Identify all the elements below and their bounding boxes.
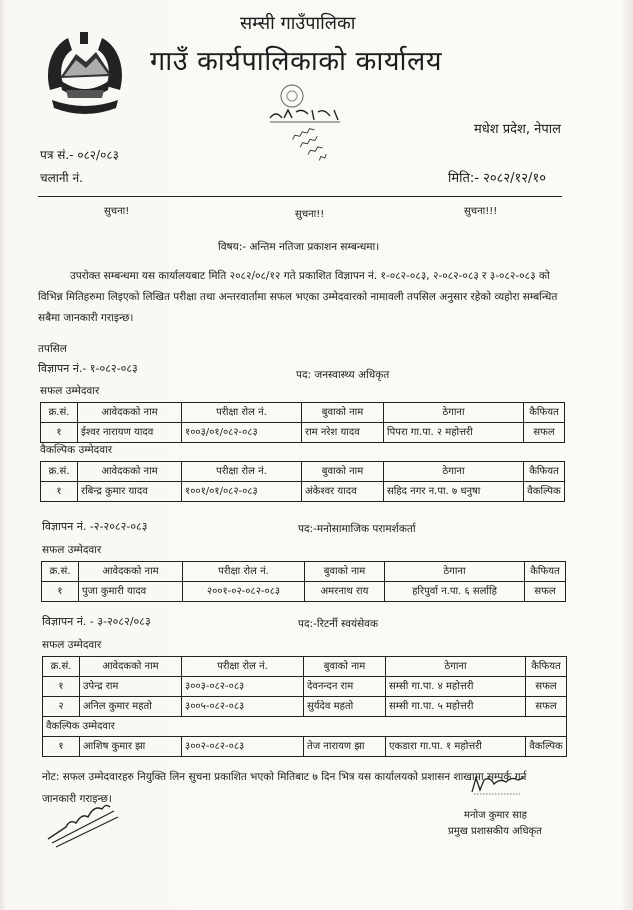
cell-applicant-name: आशिष कुमार झा [80, 737, 182, 757]
notice-heading-1: सुचना! [104, 206, 130, 217]
col-address: ठेगाना [384, 403, 524, 423]
letter-date: मिति:- २०८२/१२/१० [448, 171, 546, 186]
table-row [43, 677, 567, 697]
body-paragraph: उपरोक्त सम्बन्धमा यस कार्यालयबाट मिति २०८२/०८/१२ गते प्रकाशित विज्ञापन नं. १-०८२-०८३, २-०८२-०८३ र ३-०८२-०८३ को विभिन्न मितिहरुमा लिइएको लिखित परीक्षा तथा अन्तरवार्तामा सफल भएका उम्मेदवारको नामावली तपसिल अनुसार रहेको व्यहोरा सम्बन्धित सबैमा जानकारी गराइन्छ। [38, 270, 558, 324]
cell-roll-no: १००१/०१/०८२-०८३ [182, 482, 302, 502]
cell-sn: १ [42, 582, 79, 602]
successful-label-3: सफल उम्मेदवार [42, 639, 102, 651]
table-header-row [42, 562, 566, 582]
cell-sn: १ [41, 423, 78, 443]
cell-applicant-name: उपेन्द्र राम [80, 677, 182, 697]
col-applicant-name: आवेदकको नाम [80, 657, 182, 677]
cell-father-name: सुर्यदेव महतो [304, 697, 386, 717]
cell-remarks: सफल [524, 423, 565, 443]
municipality-name: सम्सी गाउँपालिका [240, 13, 356, 34]
cell-roll-no: ३००५-०८२-०८३ [182, 697, 304, 717]
signatory-name: मनोज कुमार साह [464, 810, 527, 821]
cell-applicant-name: पुजा कुमारी यादव [79, 582, 183, 602]
table-row [43, 737, 567, 757]
table-header-row [41, 403, 565, 423]
cell-sn: १ [43, 737, 80, 757]
table-header-row [41, 462, 565, 482]
official-stamp-icon [262, 84, 362, 172]
col-sn: क्र.सं. [41, 462, 78, 482]
col-sn: क्र.सं. [42, 562, 79, 582]
col-remarks: कैफियत [525, 562, 566, 582]
initial-signature-icon [44, 795, 124, 850]
province-label: मधेश प्रदेश, नेपाल [474, 122, 561, 137]
col-applicant-name: आवेदकको नाम [79, 562, 183, 582]
cell-remarks: सफल [525, 582, 566, 602]
alternate-label-1: वैकल्पिक उम्मेदवार [40, 444, 113, 456]
cell-address: सम्सी गा.पा. ४ महोत्तरी [386, 677, 526, 697]
col-remarks: कैफियत [524, 403, 565, 423]
results-table-3 [42, 656, 567, 757]
cell-address: हरिपुर्वा न.पा. ६ सर्लाहि [385, 582, 525, 602]
advertisement-number-1: विज्ञापन नं.- १-०८२-०८३ [38, 362, 138, 375]
cell-address: सहिद नगर न.पा. ७ धनुषा [384, 482, 524, 502]
notice-heading-3: सुचना!!! [464, 206, 498, 217]
details-label: तपसिल [38, 343, 67, 355]
post-title-3: पद:-रिटर्नी स्वयंसेवक [298, 618, 379, 630]
notice-heading-2: सुचना!! [295, 209, 325, 220]
cell-remarks: सफल [526, 697, 567, 717]
cell-father-name: राम नरेश यादव [302, 423, 384, 443]
officer-signature-icon [468, 772, 528, 798]
cell-father-name: देवनन्दन राम [304, 677, 386, 697]
table-row [41, 423, 565, 443]
cell-roll-no: ३००३-०८२-०८३ [182, 677, 304, 697]
col-applicant-name: आवेदकको नाम [78, 403, 182, 423]
cell-father-name: अंकेश्वर यादव [302, 482, 384, 502]
note-paragraph: नोट: सफल उम्मेदवारहरु नियुक्ति लिन सुचना प्रकाशित भएको मितिबाट ७ दिन भित्र यस कार्यालयको प्रशासन शाखामा सम्पर्क गर्न जानकारी गराइन्छ। [42, 771, 527, 805]
col-remarks: कैफियत [524, 462, 565, 482]
header-divider [38, 196, 562, 197]
post-title-2: पद:-मनोसामाजिक परामर्शकर्ता [298, 523, 416, 535]
post-title-1: पद: जनस्वास्थ्य अधिकृत [296, 369, 390, 381]
advertisement-number-2: विज्ञापन नं. -२-२०८२-०८३ [42, 520, 148, 533]
cell-address: पिपरा गा.पा. २ महोत्तरी [384, 423, 524, 443]
cell-remarks: वैकल्पिक [524, 482, 565, 502]
cell-address: सम्सी गा.पा. ५ महोत्तरी [386, 697, 526, 717]
table-row [43, 697, 567, 717]
col-sn: क्र.सं. [43, 657, 80, 677]
table-row [42, 582, 566, 602]
cell-remarks: वैकल्पिक [526, 737, 567, 757]
results-table-1 [40, 402, 565, 443]
col-remarks: कैफियत [526, 657, 567, 677]
cell-sn: १ [43, 677, 80, 697]
col-roll-no: परीक्षा रोल नं. [182, 403, 302, 423]
col-roll-no: परीक्षा रोल नं. [182, 657, 304, 677]
col-roll-no: परीक्षा रोल नं. [183, 562, 305, 582]
alternate-label-row [43, 717, 567, 737]
col-father-name: बुवाको नाम [305, 562, 385, 582]
subject-line: विषय:- अन्तिम नतिजा प्रकाशन सम्बन्धमा। [218, 241, 380, 253]
cell-remarks: सफल [526, 677, 567, 697]
col-sn: क्र.सं. [41, 403, 78, 423]
col-address: ठेगाना [385, 562, 525, 582]
office-name: गाउँ कार्यपालिकाको कार्यालय [150, 46, 442, 77]
cell-sn: २ [43, 697, 80, 717]
col-address: ठेगाना [386, 657, 526, 677]
table-header-row [43, 657, 567, 677]
cell-sn: १ [41, 482, 78, 502]
col-father-name: बुवाको नाम [302, 403, 384, 423]
cell-roll-no: २००१-०२-०८२-०८३ [183, 582, 305, 602]
col-father-name: बुवाको नाम [304, 657, 386, 677]
successful-label-2: सफल उम्मेदवार [42, 544, 102, 556]
cell-roll-no: १००३/०१/०८२-०८३ [182, 423, 302, 443]
cell-father-name: तेज नारायण झा [304, 737, 386, 757]
nepal-emblem-icon [42, 28, 128, 118]
alternate-table-1 [40, 461, 565, 502]
col-roll-no: परीक्षा रोल नं. [182, 462, 302, 482]
signatory-title: प्रमुख प्रशासकीय अधिकृत [448, 826, 542, 837]
col-father-name: बुवाको नाम [302, 462, 384, 482]
cell-applicant-name: अनिल कुमार महतो [80, 697, 182, 717]
col-address: ठेगाना [384, 462, 524, 482]
cell-father-name: अमरनाथ राय [305, 582, 385, 602]
table-row [41, 482, 565, 502]
advertisement-number-3: विज्ञापन नं. - ३-२०८२/०८३ [42, 615, 151, 628]
results-table-2 [41, 561, 566, 602]
col-applicant-name: आवेदकको नाम [78, 462, 182, 482]
cell-address: एकडारा गा.पा. १ महोत्तरी [386, 737, 526, 757]
alternate-label-3: वैकल्पिक उम्मेदवार [43, 717, 567, 737]
successful-label-1: सफल उम्मेदवार [40, 385, 100, 397]
letter-number: पत्र सं.- ०८२/०८३ [40, 148, 119, 162]
cell-applicant-name: ईश्वर नारायण यादव [78, 423, 182, 443]
dispatch-number: चलानी नं. [40, 171, 83, 185]
cell-roll-no: ३००२-०८२-०८३ [182, 737, 304, 757]
cell-applicant-name: रबिन्द्र कुमार यादव [78, 482, 182, 502]
